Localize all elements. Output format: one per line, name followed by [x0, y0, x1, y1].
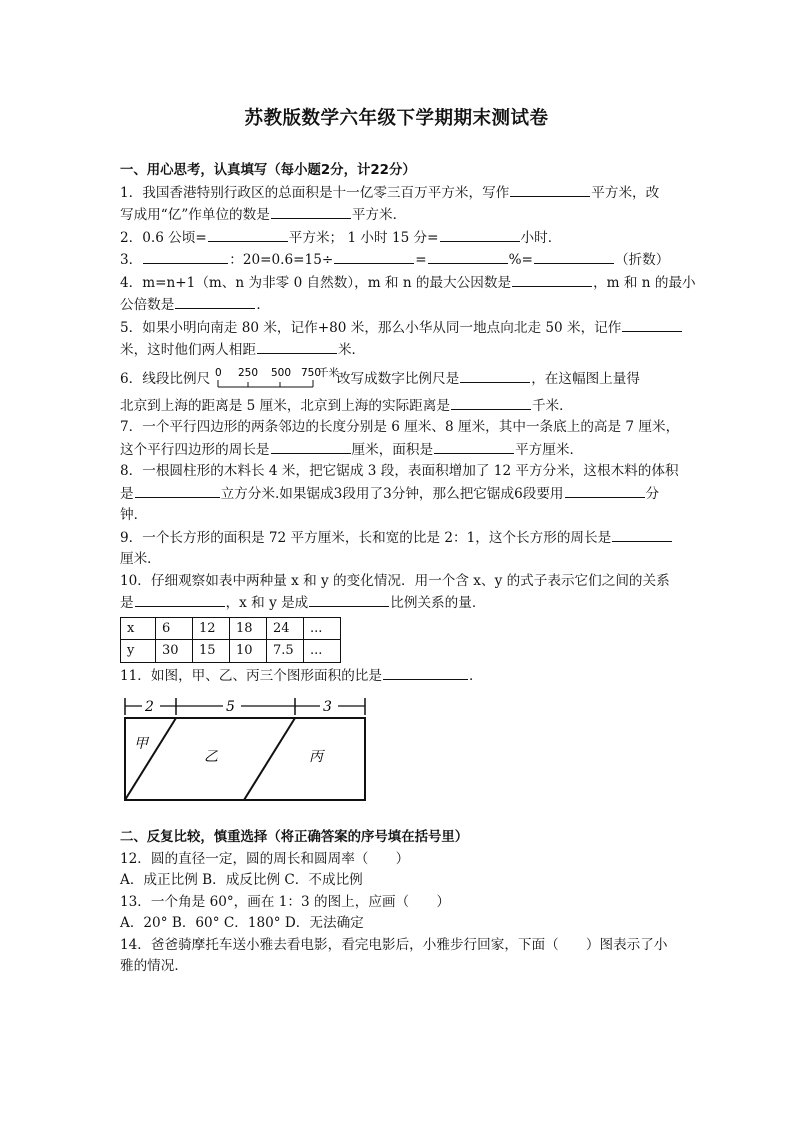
q4-blank-2[interactable]	[175, 294, 255, 309]
table-row	[121, 617, 341, 640]
xy-table	[120, 617, 341, 663]
page-title: 苏教版数学六年级下学期期末测试卷	[244, 108, 549, 129]
q4-text-b: ，m 和 n 的最小	[593, 274, 696, 291]
q1-text-c: 写成用“亿”作单位的数是	[120, 207, 270, 223]
q5-text: 5．如果小明向南走 80 米，记作+80 米，那么小华从同一地点向北走 50 米，记作	[120, 319, 622, 336]
q10-text-d: 比例关系的量．	[390, 595, 486, 611]
table-cell: y	[121, 640, 156, 663]
q2-text-c: 小时．	[520, 229, 562, 246]
question-6-cont	[120, 395, 675, 418]
q4-blank-1[interactable]	[512, 272, 592, 287]
q3-text-c: =	[415, 252, 427, 268]
q6-text: 6．线段比例尺	[120, 370, 211, 387]
q10-text: 10．仔细观察如表中两种量 x 和 y 的变化情况．用一个含 x、y 的式子表示它们之间的关系	[120, 572, 670, 589]
question-3	[120, 249, 675, 272]
section-2-heading: 二、反复比较，慎重选择（将正确答案的序号填在括号里）	[120, 830, 469, 845]
question-11	[120, 665, 675, 688]
q9-text: 9．一个长方形的面积是 72 平方厘米，长和宽的比是 2：1，这个长方形的周长是	[120, 529, 612, 546]
question-8-cont2	[120, 505, 675, 527]
q5-blank-2[interactable]	[257, 339, 337, 354]
q5-text-d: 米．	[337, 342, 366, 358]
question-2	[120, 227, 675, 250]
q11-text: 11．如图，甲、乙、丙三个图形面积的比是	[120, 667, 382, 684]
question-12-options: A．成正比例 B．成反比例 C．不成比例	[120, 872, 363, 888]
question-9	[120, 527, 675, 550]
q4-text-c: 公倍数是	[120, 297, 175, 313]
q8-blank-2[interactable]	[565, 483, 645, 498]
question-14: 14．爸爸骑摩托车送小雅去看电影，看完电影后，小雅步行回家，下面（ ）图表示了小	[120, 936, 668, 953]
q9-text-c: 厘米．	[120, 551, 161, 567]
question-1-cont	[120, 204, 675, 227]
question-8-cont	[120, 483, 675, 506]
q6-blank-1[interactable]	[460, 368, 530, 383]
q3-blank-1[interactable]	[143, 249, 228, 264]
line-scale-bar	[214, 367, 339, 391]
scale-tick-0: 0	[214, 367, 222, 379]
exam-content	[120, 160, 696, 978]
table-cell: 30	[156, 640, 193, 663]
scale-tick-500: 500	[270, 367, 291, 379]
q9-blank-1[interactable]	[612, 527, 672, 542]
q1-text-b: 平方米，改	[591, 184, 660, 201]
shape-label-yi: 乙	[204, 749, 218, 765]
q8-text-b: 是	[120, 485, 134, 502]
q3-text: 3．	[120, 252, 143, 268]
q6-blank-2[interactable]	[451, 395, 531, 410]
q7-text-d: 平方厘米．	[515, 441, 584, 458]
q11-text-b: ．	[468, 667, 483, 684]
table-cell: 15	[193, 640, 230, 663]
q3-blank-4[interactable]	[534, 249, 614, 264]
dim-label-5: 5	[226, 699, 235, 715]
q3-text-d: %=	[508, 252, 533, 268]
scale-tick-750: 750	[300, 367, 321, 379]
question-13-options: A．20° B．60° C．180° D．无法确定	[120, 915, 364, 931]
q2-text: 2．0.6 公顷=	[120, 229, 207, 246]
question-5	[120, 317, 675, 340]
question-7-cont	[120, 439, 675, 462]
question-8	[120, 461, 679, 483]
shape-label-jia: 甲	[134, 736, 148, 752]
question-5-cont	[120, 339, 675, 362]
table-row	[121, 640, 341, 663]
table-cell: 24	[267, 617, 304, 640]
q1-blank-1[interactable]	[510, 182, 590, 197]
q5-text-c: 米，这时他们两人相距	[120, 342, 256, 358]
table-cell: x	[121, 617, 156, 640]
question-10-cont	[120, 592, 675, 615]
q2-blank-2[interactable]	[440, 227, 520, 242]
scale-tick-250: 250	[237, 367, 258, 379]
question-1	[120, 182, 675, 205]
q11-blank-1[interactable]	[383, 665, 468, 680]
q7-text: 7．一个平行四边形的两条邻边的长度分别是 6 厘米、8 厘米，其中一条底上的高是 7 厘米，	[120, 419, 680, 435]
q7-blank-2[interactable]	[434, 439, 514, 454]
q4-text-d: ．	[256, 297, 270, 313]
question-9-cont	[120, 549, 675, 571]
q8-text-d: 分	[645, 485, 660, 502]
q5-blank-1[interactable]	[622, 317, 682, 332]
q2-blank-1[interactable]	[208, 227, 288, 242]
q8-blank-1[interactable]	[135, 483, 220, 498]
shape-label-bing: 丙	[309, 749, 323, 765]
question-12: 12．圆的直径一定，圆的周长和圆周率（ ）	[120, 850, 410, 867]
q3-blank-3[interactable]	[428, 249, 508, 264]
question-4-cont	[120, 294, 675, 317]
q6-text-d: 北京到上海的距离是 5 厘米，北京到上海的实际距离是	[120, 397, 450, 414]
question-6	[120, 366, 675, 392]
q1-blank-2[interactable]	[271, 204, 351, 219]
q8-text-c: 立方分米.如果锯成3段用了3分钟，那么把它锯成6段要用	[220, 485, 564, 502]
table-cell: 12	[193, 617, 230, 640]
question-10	[120, 571, 675, 593]
scale-unit: 千米	[317, 367, 339, 379]
question-13: 13．一个角是 60°，画在 1：3 的图上，应画（ ）	[120, 893, 450, 910]
table-cell: 7.5	[267, 640, 304, 663]
q1-text-d: 平方米．	[351, 207, 407, 223]
table-cell: 18	[230, 617, 267, 640]
q10-blank-1[interactable]	[135, 592, 225, 607]
dim-label-2: 2	[145, 699, 154, 715]
question-7	[120, 417, 680, 439]
parallelogram-figure	[120, 693, 370, 805]
table-cell: 6	[156, 617, 193, 640]
q10-text-b: 是	[120, 595, 134, 611]
question-14-cont: 雅的情况．	[120, 958, 188, 974]
q7-text-b: 这个平行四边形的周长是	[120, 441, 270, 458]
table-cell: ...	[304, 617, 341, 640]
q10-blank-2[interactable]	[309, 592, 389, 607]
q1-text: 1．我国香港特别行政区的总面积是十一亿零三百万平方米，写作	[120, 184, 510, 201]
q7-blank-1[interactable]	[271, 439, 351, 454]
q10-text-c: ，x 和 y 是成	[225, 595, 309, 611]
q2-text-b: 平方米； 1 小时 15 分=	[288, 229, 439, 246]
q6-text-e: 千米．	[531, 397, 573, 414]
table-cell: 10	[230, 640, 267, 663]
dim-label-3: 3	[323, 699, 332, 715]
q6-text-b: 改写成数字比例尺是	[336, 370, 460, 387]
q4-text: 4．m=n+1（m、n 为非零 0 自然数），m 和 n 的最大公因数是	[120, 274, 512, 291]
q6-text-c: ，在这幅图上量得	[531, 370, 640, 387]
table-cell: ...	[304, 640, 341, 663]
q7-text-c: 厘米，面积是	[351, 441, 434, 458]
q3-text-b: ：20=0.6=15÷	[229, 252, 334, 268]
section-1-heading: 一、用心思考，认真填写（每小题2分，计22分）	[120, 163, 416, 178]
q3-text-e: （折数）	[614, 252, 670, 268]
q3-blank-2[interactable]	[334, 249, 414, 264]
q8-text: 8．一根圆柱形的木料长 4 米，把它锯成 3 段，表面积增加了 12 平方分米，这根木料的体积	[120, 463, 679, 479]
question-4	[120, 272, 696, 295]
q8-text-e: 钟．	[120, 507, 148, 523]
